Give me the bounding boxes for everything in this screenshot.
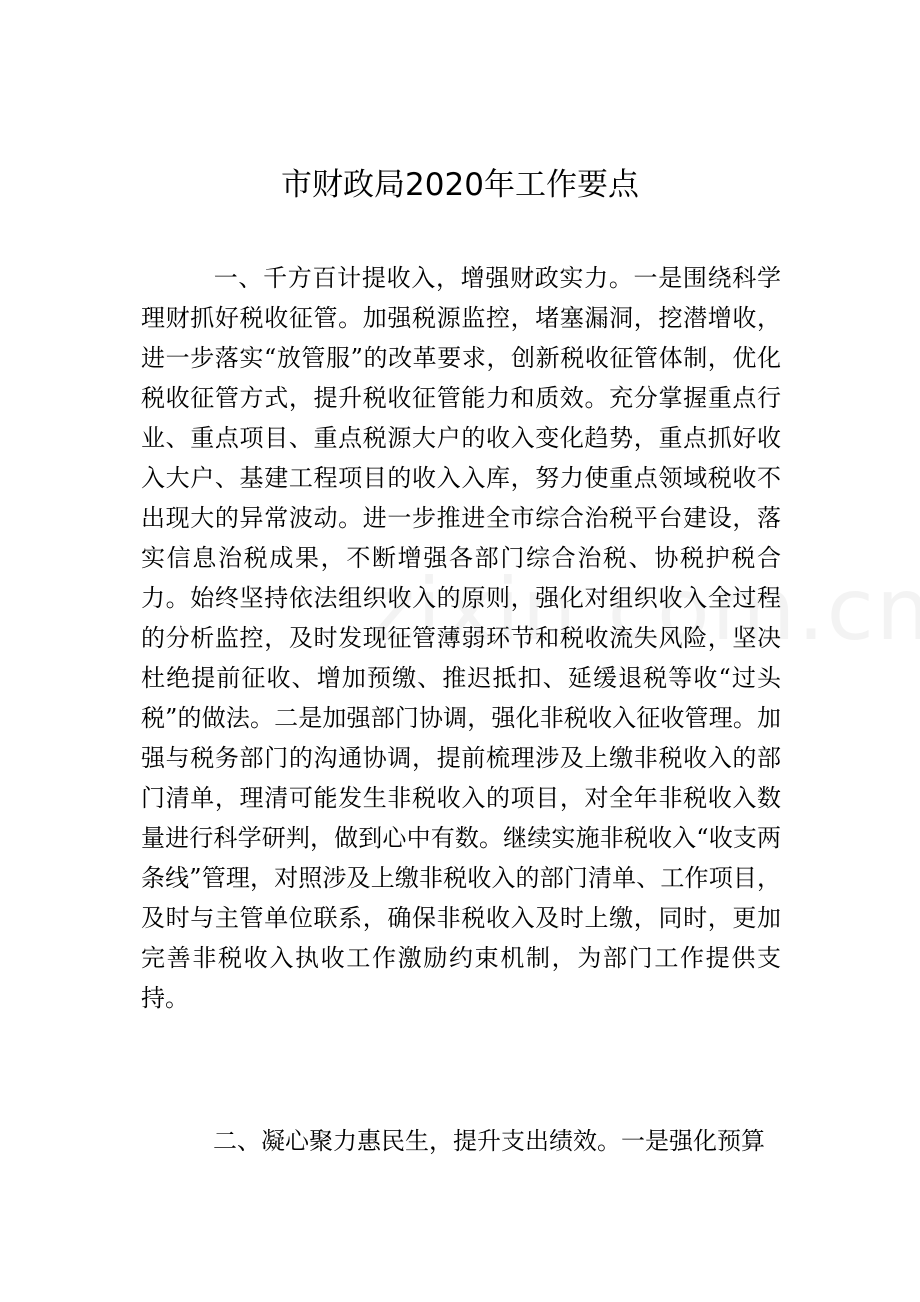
- document-title: 市财政局2020年工作要点: [281, 167, 639, 203]
- paragraph-text: 一、千方百计提收入，增强财政实力。一是围绕科学理财抓好税收征管。加强税源监控，堵塞漏洞，挖潜增收，进一步落实“放管服”的改革要求，创新税收征管体制，优化税收征管方式，提升税收征管能力和质效。充分掌握重点行业、重点项目、重点税源大户的收入变化趋势，重点抓好收入大户、基建工程项目的收入入库，努力使重点领域税收不出现大的异常波动。进一步推进全市综合治税平台建设，落实信息治税成果，不断增强各部门综合治税、协税护税合力。始终坚持依法组织收入的原则，强化对组织收入全过程的分析监控，及时发现征管薄弱环节和税收流失风险，坚决杜绝提前征收、增加预缴、推迟抵扣、延缓退税等收“过头税”的做法。二是加强部门协调，强化非税收入征收管理。加强与税务部门的沟通协调，提前梳理涉及上缴非税收入的部门清单，理清可能发生非税收入的项目，对全年非税收入数量进行科学研判，做到心中有数。继续实施非税收入“收支两条线”管理，对照涉及上缴非税收入的部门清单、工作项目，及时与主管单位联系，确保非税收入及时上缴，同时，更加完善非税收入执收工作激励约束机制，为部门工作提供支持。: [141, 264, 781, 1012]
- paragraph-revenue: [141, 258, 781, 1018]
- paragraph-text: 二、凝心聚力惠民生，提升支出绩效。一是强化预算: [213, 1127, 765, 1155]
- paragraph-expenditure: [141, 1121, 781, 1161]
